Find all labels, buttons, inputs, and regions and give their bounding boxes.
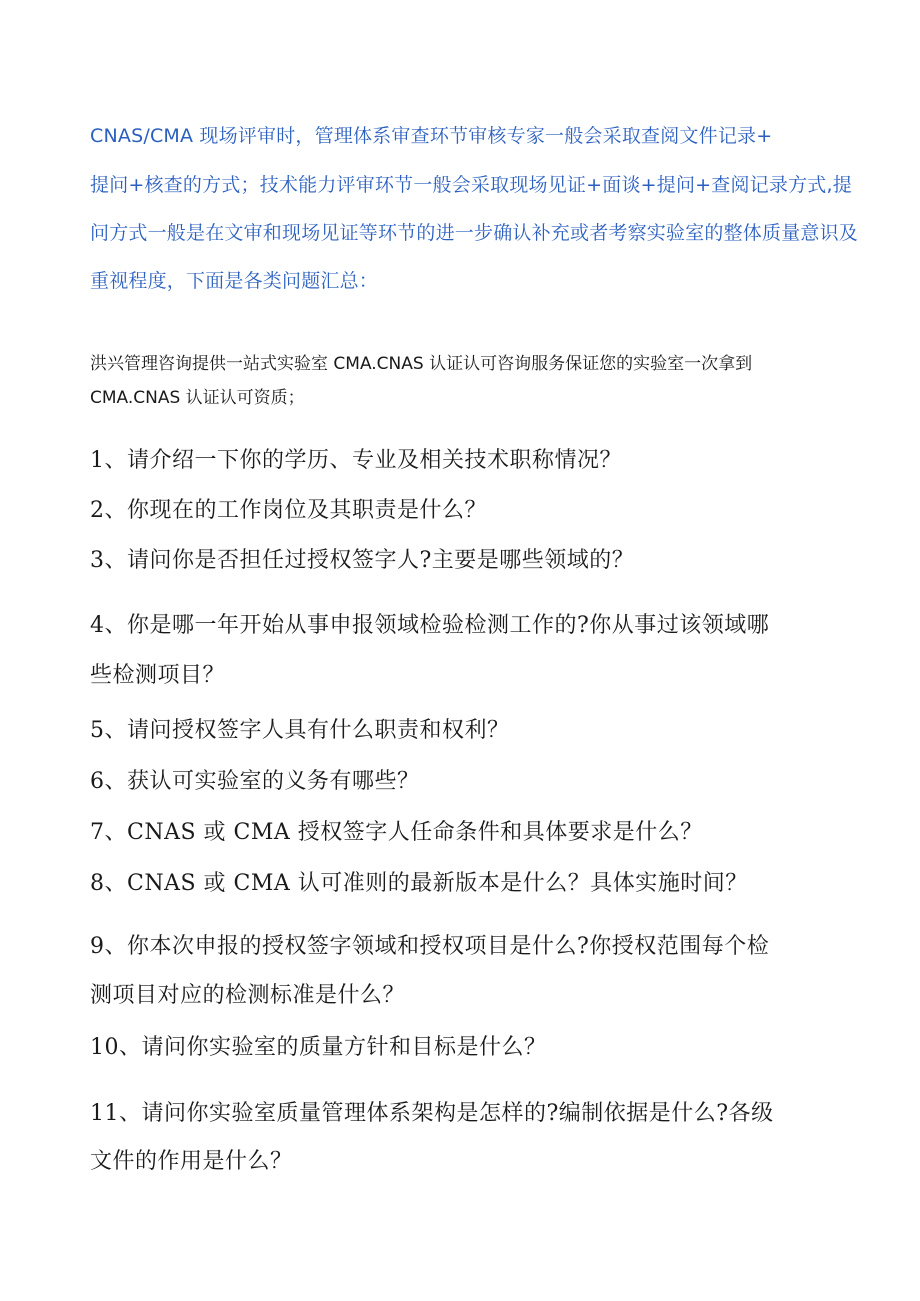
question-item-continuation: 测项目对应的检测标准是什么？ <box>90 983 406 1008</box>
question-item-continuation: 文件的作用是什么？ <box>90 1149 293 1174</box>
promo-line: CMA.CNAS 认证认可资质； <box>90 388 305 408</box>
question-item: 4、你是哪一年开始从事申报领域检验检测工作的?你从事过该领域哪 <box>90 613 770 638</box>
intro-line: CNAS/CMA 现场评审时，管理体系审查环节审核专家一般会采取查阅文件记录+ <box>90 125 773 147</box>
question-item: 3、请问你是否担任过授权签字人?主要是哪些领域的？ <box>90 548 635 573</box>
intro-line: 问方式一般是在文审和现场见证等环节的进一步确认补充或者考察实验室的整体质量意识及 <box>90 222 859 244</box>
question-item: 8、CNAS 或 CMA 认可准则的最新版本是什么？具体实施时间？ <box>90 871 748 896</box>
question-item-continuation: 些检测项目？ <box>90 663 226 688</box>
question-item: 11、请问你实验室质量管理体系架构是怎样的?编制依据是什么?各级 <box>90 1101 774 1126</box>
intro-line: 重视程度，下面是各类问题汇总： <box>90 270 379 292</box>
question-item: 9、你本次申报的授权签字领域和授权项目是什么?你授权范围每个检 <box>90 934 770 959</box>
intro-line: 提问+核查的方式；技术能力评审环节一般会采取现场见证+面谈+提问+查阅记录方式,提 <box>90 174 852 196</box>
question-item: 10、请问你实验室的质量方针和目标是什么？ <box>90 1035 547 1060</box>
question-item: 1、请介绍一下你的学历、专业及相关技术职称情况？ <box>90 448 622 473</box>
question-item: 5、请问授权签字人具有什么职责和权利？ <box>90 718 510 743</box>
promo-line: 洪兴管理咨询提供一站式实验室 CMA.CNAS 认证认可咨询服务保证您的实验室一次拿到 <box>90 354 753 374</box>
question-item: 7、CNAS 或 CMA 授权签字人任命条件和具体要求是什么？ <box>90 820 703 845</box>
question-item: 2、你现在的工作岗位及其职责是什么？ <box>90 498 487 523</box>
question-item: 6、获认可实验室的义务有哪些？ <box>90 769 420 794</box>
